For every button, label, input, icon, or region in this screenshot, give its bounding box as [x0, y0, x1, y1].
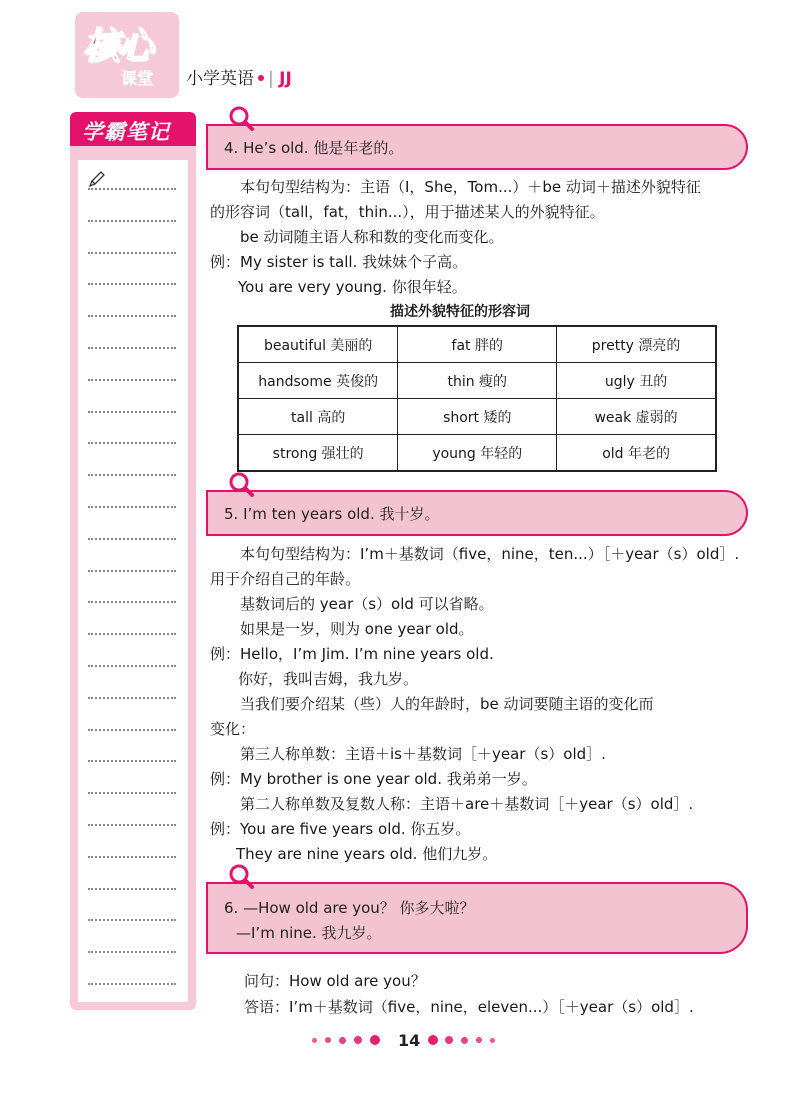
section-6-heading: 6. —How old are you？ 你多大啦？ —I’m nine. 我九岁。	[206, 882, 748, 954]
table-cell: tall 高的	[238, 399, 398, 435]
page-number: 14	[398, 1031, 421, 1050]
pencil-icon	[88, 170, 106, 188]
table-cell: young 年轻的	[398, 435, 557, 472]
footer-dot	[490, 1038, 495, 1043]
note-line	[88, 983, 176, 985]
s5-paragraph-6: 第二人称单数及复数人称：主语＋are＋基数词［＋year（s）old］.	[240, 795, 694, 813]
s5-example-2: 例：My brother is one year old. 我弟弟一岁。	[210, 770, 537, 788]
note-line	[88, 729, 176, 731]
s5-paragraph-3: 如果是一岁，则为 one year old。	[240, 620, 474, 638]
footer-dot	[312, 1038, 317, 1043]
separator-dot-icon	[258, 75, 264, 81]
note-line	[88, 220, 176, 222]
note-line	[88, 347, 176, 349]
s5-example-3: 例：You are five years old. 你五岁。	[210, 820, 471, 838]
note-line	[88, 856, 176, 858]
s4-example-1: 例：My sister is tall. 我妹妹个子高。	[210, 253, 468, 271]
note-line	[88, 633, 176, 635]
s4-paragraph-1b: 的形容词（tall，fat，thin...），用于描述某人的外貌特征。	[210, 203, 605, 221]
s4-paragraph-2: be 动词随主语人称和数的变化而变化。	[240, 228, 504, 246]
table-cell: short 矮的	[398, 399, 557, 435]
table-row	[238, 435, 716, 472]
edition-label: JJ	[279, 69, 292, 89]
note-line	[88, 411, 176, 413]
footer-dot	[339, 1037, 346, 1044]
logo	[75, 12, 179, 98]
footer-dot	[476, 1037, 482, 1043]
note-line	[88, 601, 176, 603]
table-cell: pretty 漂亮的	[557, 326, 716, 363]
s6-answer: 答语：I’m＋基数词（five，nine，eleven...）［＋year（s）old］.	[244, 998, 694, 1016]
table-cell: ugly 丑的	[557, 363, 716, 399]
sidebar-title: 学霸笔记	[82, 120, 170, 144]
adjective-table	[237, 325, 717, 472]
s6-question: 问句：How old are you？	[244, 972, 426, 990]
note-line	[88, 792, 176, 794]
header-title: 小学英语 | JJ	[186, 69, 292, 89]
table-cell: weak 虚弱的	[557, 399, 716, 435]
s5-paragraph-5: 第三人称单数：主语＋is＋基数词［＋year（s）old］.	[240, 745, 606, 763]
table-cell: handsome 英俊的	[238, 363, 398, 399]
s5-example-3b: They are nine years old. 他们九岁。	[236, 845, 498, 863]
s5-example-1b: 你好，我叫吉姆，我九岁。	[238, 670, 419, 688]
note-line	[88, 379, 176, 381]
subject-label: 小学英语	[186, 69, 254, 89]
note-line	[88, 252, 176, 254]
s5-paragraph-1: 本句句型结构为：I’m＋基数词（five，nine，ten...）［＋year（s）old］.	[240, 545, 740, 563]
note-line	[88, 570, 176, 572]
table-row	[238, 363, 716, 399]
s5-paragraph-1b: 用于介绍自己的年龄。	[210, 570, 361, 588]
note-line	[88, 824, 176, 826]
logo-text-sub: 课堂	[121, 69, 154, 88]
footer-dot	[445, 1036, 453, 1044]
table-row	[238, 326, 716, 363]
s5-paragraph-4: 当我们要介绍某（些）人的年龄时，be 动词要随主语的变化而	[240, 695, 654, 713]
s4-paragraph-1: 本句句型结构为：主语（I，She，Tom...）＋be 动词＋描述外貌特征	[240, 178, 701, 196]
note-line	[88, 506, 176, 508]
s5-paragraph-2: 基数词后的 year（s）old 可以省略。	[240, 595, 494, 613]
section-5-heading: 5. I’m ten years old. 我十岁。	[206, 490, 748, 536]
note-line	[88, 697, 176, 699]
table-cell: old 年老的	[557, 435, 716, 472]
footer-dot	[461, 1037, 468, 1044]
table-title: 描述外貌特征的形容词	[390, 304, 530, 320]
note-line	[88, 283, 176, 285]
s4-example-2: You are very young. 你很年轻。	[238, 278, 467, 296]
footer-dot	[428, 1035, 438, 1045]
table-cell: thin 瘦的	[398, 363, 557, 399]
table-row	[238, 399, 716, 435]
footer-dot	[354, 1036, 362, 1044]
logo-text-main: 核心	[83, 26, 152, 67]
section-4-heading: 4. He’s old. 他是年老的。	[206, 124, 748, 170]
notes-area[interactable]	[78, 160, 188, 1002]
note-line	[88, 919, 176, 921]
note-line	[88, 538, 176, 540]
table-cell: beautiful 美丽的	[238, 326, 398, 363]
footer-dot	[325, 1037, 331, 1043]
sidebar-header	[70, 112, 196, 148]
note-line	[88, 315, 176, 317]
footer-dot	[370, 1035, 380, 1045]
note-line	[88, 760, 176, 762]
note-line	[88, 951, 176, 953]
note-line	[88, 474, 176, 476]
note-line	[88, 442, 176, 444]
note-line	[88, 888, 176, 890]
magnifier-icon	[226, 470, 256, 500]
table-cell: strong 强壮的	[238, 435, 398, 472]
table-cell: fat 胖的	[398, 326, 557, 363]
note-line	[88, 665, 176, 667]
magnifier-icon	[226, 104, 256, 134]
note-line	[88, 188, 176, 190]
s5-paragraph-4b: 变化：	[210, 720, 256, 738]
magnifier-icon	[226, 862, 256, 892]
s5-example-1: 例：Hello，I’m Jim. I’m nine years old.	[210, 645, 494, 663]
